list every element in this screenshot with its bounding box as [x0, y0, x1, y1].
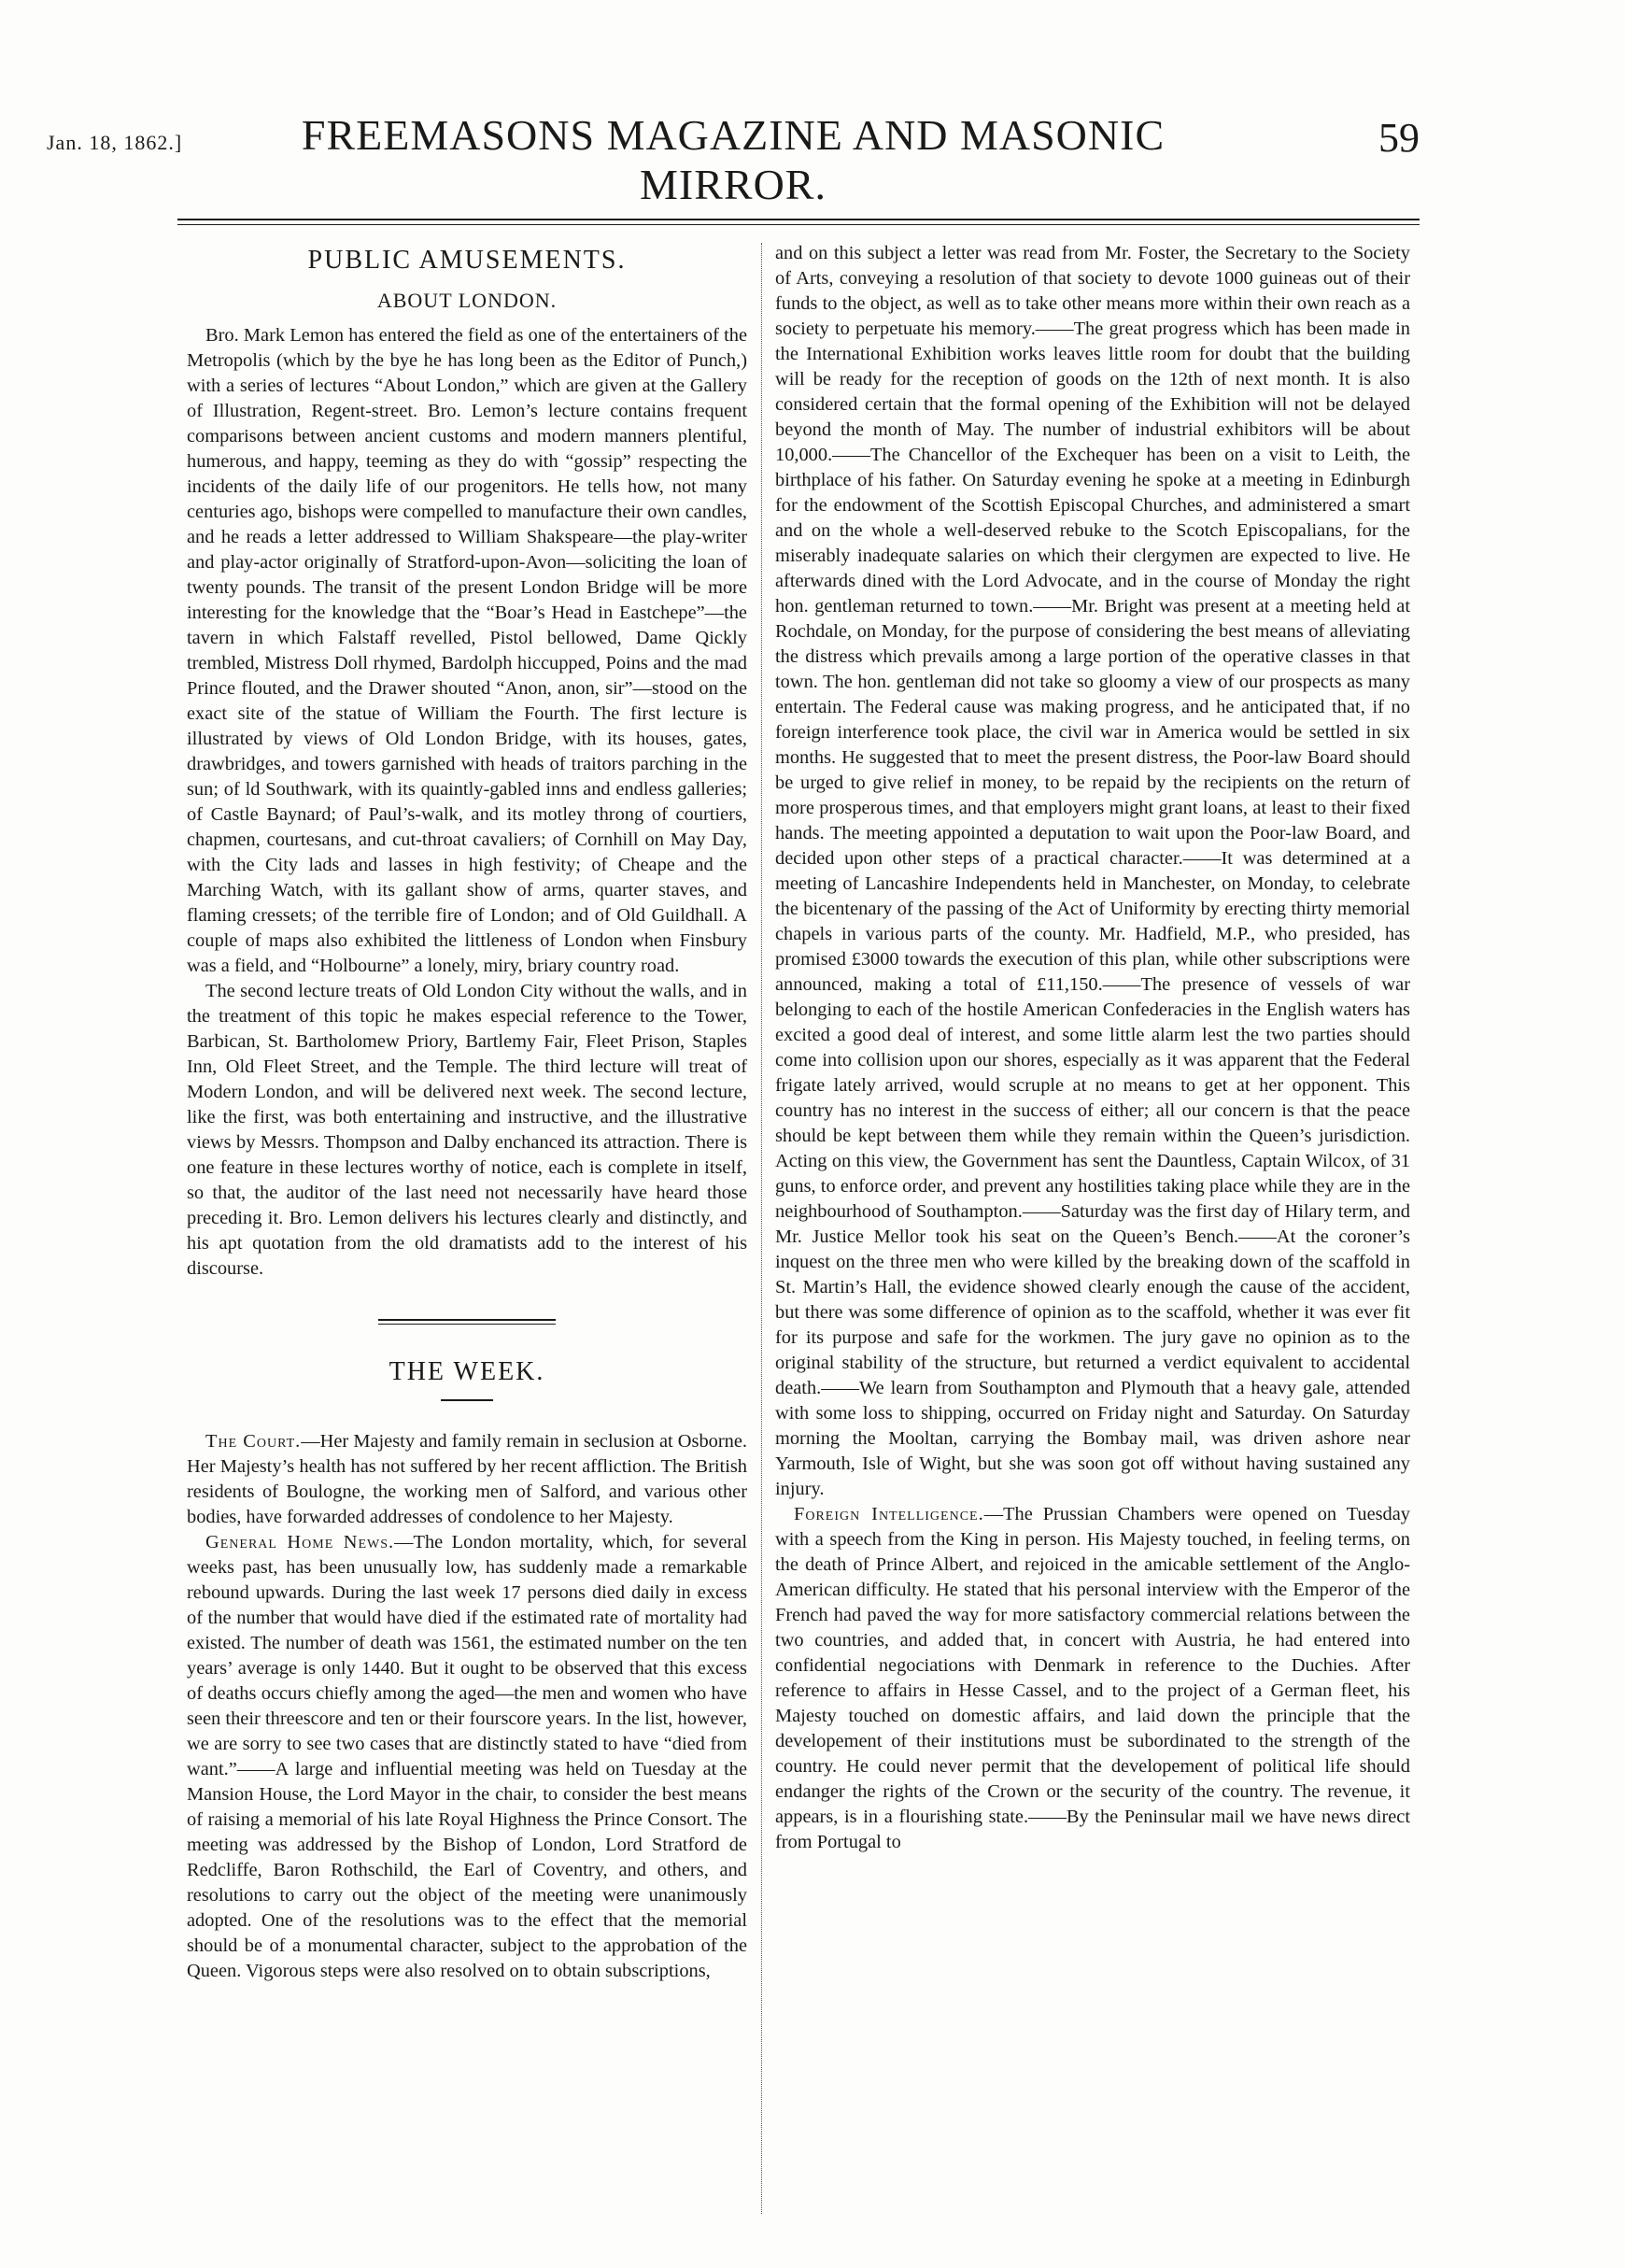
issue-date: Jan. 18, 1862.]: [47, 131, 183, 154]
paragraph-text: —Her Majesty and family remain in seclusion at Osborne. Her Majesty’s health has not suffered by her recent affliction. The British residents of Boulogne, the working men of Salford, and various other bodies, have forwarded addresses of condolence to her Majesty.: [187, 1431, 747, 1527]
title-underline: [441, 1399, 493, 1401]
column-divider: [761, 243, 762, 2214]
article-paragraph-home-news: [187, 1530, 747, 1984]
left-column: [187, 241, 747, 1984]
article-paragraph: The second lecture treats of Old London City without the walls, and in the treatment of this topic he makes especial reference to the Tower, Barbican, St. Bartholomew Priory, Bartlemy Fair, Fleet Prison, Staples Inn, Old Fleet Street, and the Temple. The third lecture will treat of Modern London, and will be delivered next week. The second lecture, like the first, was both entertaining and instructive, and the illustrative views by Messrs. Thompson and Dalby enchanced its attraction. There is one feature in these lectures worthy of notice, each is complete in itself, so that, the auditor of the last need not necessarily have heard those preceding it. Bro. Lemon delivers his lectures clearly and distinctly, and his apt quotation from the old dramatists add to the interest of his discourse.: [187, 981, 747, 1279]
paragraph-lead: Foreign Intelligence.: [794, 1504, 984, 1524]
section-title-public-amusements: PUBLIC AMUSEMENTS.: [307, 246, 627, 275]
right-column: [775, 241, 1410, 1855]
page-number: 59: [1378, 115, 1420, 161]
article-paragraph-foreign: [775, 1502, 1410, 1855]
section-title-the-week: THE WEEK.: [389, 1357, 545, 1386]
subsection-title-about-london: ABOUT LONDON.: [376, 289, 558, 312]
paragraph-lead: General Home News.: [205, 1532, 395, 1552]
page-header: [47, 110, 1420, 208]
paragraph-text: —The London mortality, which, for several weeks past, has been unusually low, has suddenly made a remarkable rebound upwards. During the last week 17 persons died daily in excess of the number that would have died if the estimated rate of mortality had existed. The number of death was 1561, the estimated number on the ten years’ average is only 1440. But it ought to be observed that this excess of deaths occurs chiefly among the aged—the men and women who have seen their threescore and ten or their fourscore years. In the list, however, we are sorry to see two cases that are distinctly stated to have “died from want.”——A large and influential meeting was held on Tuesday at the Mansion House, the Lord Mayor in the chair, to consider the best means of raising a memorial of his late Royal Highness the Prince Consort. The meeting was addressed by the Bishop of London, Lord Stratford de Redcliffe, Baron Rothschild, the Earl of Coventry, and others, and resolutions to carry out the object of the meeting were unanimously adopted. One of the resolutions was to the effect that the memorial should be of a monumental character, subject to the approbation of the Queen. Vigorous steps were also resolved on to obtain subscriptions,: [187, 1532, 747, 1981]
article-paragraph: Bro. Mark Lemon has entered the field as one of the entertainers of the Metropolis (which by the bye he has long been as the Editor of Punch,) with a series of lectures “About London,” which are given at the Gallery of Illustration, Regent-street. Bro. Lemon’s lecture contains frequent comparisons between ancient customs and modern manners plentiful, humerous, and happy, teeming as they do with “gossip” respecting the incidents of the daily life of our progenitors. He tells how, not many centuries ago, bishops were compelled to manufacture their own candles, and he reads a letter addressed to William Shakspeare—the play-writer and play-actor originally of Stratford-upon-Avon—soliciting the loan of twenty pounds. The transit of the present London Bridge will be more interesting for the knowledge that the “Boar’s Head in Eastchepe”—the tavern in which Falstaff revelled, Pistol bellowed, Dame Qickly trembled, Mistress Doll rhymed, Bardolph hiccupped, Poins and the mad Prince flouted, and the Drawer shouted “Anon, anon, sir”—stood on the exact site of the statue of William the Fourth. The first lecture is illustrated by views of Old London Bridge, with its houses, gates, drawbridges, and towers garnished with heads of traitors parching in the sun; of ld Southwark, with its quaintly-gabled inns and endless galleries; of Castle Baynard; of Paul’s-walk, and its motley throng of courtiers, chapmen, courtesans, and cut-throat cavaliers; of Cornhill on May Day, with the City lads and lasses in high festivity; of Cheape and the Marching Watch, with its gallant show of arms, quarter staves, and flaming cressets; of the terrible fire of London; and of Old Guildhall. A couple of maps also exhibited the littleness of London when Finsbury was a field, and “Holbourne” a lonely, miry, briary country road.: [187, 325, 747, 976]
paragraph-text: —The Prussian Chambers were opened on Tuesday with a speech from the King in person. His Majesty touched, in feeling terms, on the death of Prince Albert, and rejoiced in the amicable settlement of the Anglo-American difficulty. He stated that his personal interview with the Emperor of the French had paved the way for more satisfactory commercial relations between the two countries, and added that, in concert with Austria, he had entered into confidential negociations with Denmark in reference to the Duchies. After reference to affairs in Hesse Cassel, and to the project of a German fleet, his Majesty touched on domestic affairs, and laid down the principle that the developement of their institutions must be subordinated to the strength of the country. He could never permit that the developement of political life should endanger the rights of the Crown or the security of the country. The revenue, it appears, is in a flourishing state.——By the Peninsular mail we have news direct from Portugal to: [775, 1504, 1410, 1852]
paragraph-lead: The Court.: [205, 1431, 302, 1452]
header-rule: [177, 219, 1420, 225]
article-paragraph-court: [187, 1429, 747, 1530]
article-paragraph-continued: and on this subject a letter was read from Mr. Foster, the Secretary to the Society of Arts, conveying a resolution of that society to devote 1000 guineas out of their funds to the object, as well as to take other means more within their own reach as a society to perpetuate his memory.——The great progress which has been made in the International Exhibition works leaves little room for doubt that the building will be ready for the reception of goods on the 12th of next month. It is also considered certain that the formal opening of the Exhibition will not be delayed beyond the month of May. The number of industrial exhibitors will be about 10,000.——The Chancellor of the Exchequer has been on a visit to Leith, the birthplace of his father. On Saturday evening he spoke at a meeting in Edinburgh for the endowment of the Scottish Episcopal Churches, and administered a smart and on the whole a well-deserved rebuke to the Scotch Episcopalians, for the miserably inadequate salaries on which their clergymen are expected to live. He afterwards dined with the Lord Advocate, and in the course of Monday the right hon. gentleman returned to town.——Mr. Bright was present at a meeting held at Rochdale, on Monday, for the purpose of considering the best means of alleviating the distress which prevails among a large portion of the operative classes in that town. The hon. gentleman did not take so gloomy a view of our prospects as many entertain. The Federal cause was making progress, and he anticipated that, if no foreign interference took place, the civil war in America would be settled in six months. He suggested that to meet the present distress, the Poor-law Board should be urged to give relief in money, to be repaid by the recipients on the return of more prosperous times, and that employers might grant loans, at least to their fixed hands. The meeting appointed a deputation to wait upon the Poor-law Board, and decided upon other steps of a practical character.——It was determined at a meeting of Lancashire Independents held in Manchester, on Monday, to celebrate the bicentenary of the passing of the Act of Uniformity by erecting thirty memorial chapels in various parts of the county. Mr. Hadfield, M.P., who presided, has promised £3000 towards the execution of this plan, while other subscriptions were announced, making a total of £11,150.——The presence of vessels of war belonging to each of the hostile American Confederacies in the English waters has excited a good deal of interest, and some little alarm lest the two parties should come into collision upon our shores, especially as it was apparent that the Federal frigate lately arrived, would scruple at no means to get at her opponent. This country has no interest in the success of either; all our concern is that the peace should be kept between them while they remain within the Queen’s jurisdiction. Acting on this view, the Government has sent the Dauntless, Captain Wilcox, of 31 guns, to enforce order, and prevent any hostilities taking place while they are in the neighbourhood of Southampton.——Saturday was the first day of Hilary term, and Mr. Justice Mellor took his seat on the Queen’s Bench.——At the coroner’s inquest on the three men who were killed by the breaking down of the scaffold in St. Martin’s Hall, the evidence showed clearly enough the cause of the accident, but there was some difference of opinion as to the scaffold, whether it was ever fit for its purpose and safe for the workmen. The jury gave no opinion as to the original stability of the structure, but returned a verdict equivalent to accidental death.——We learn from Southampton and Plymouth that a heavy gale, attended with some loss to shipping, occurred on Friday night and Saturday. On Saturday morning the Mooltan, carrying the Bombay mail, was driven ashore near Yarmouth, Isle of Wight, but she was soon got off without having sustained any injury.: [775, 243, 1410, 1499]
magazine-title: FREEMASONS MAGAZINE AND MASONIC MIRROR.: [301, 111, 1166, 208]
section-divider: [378, 1319, 556, 1325]
